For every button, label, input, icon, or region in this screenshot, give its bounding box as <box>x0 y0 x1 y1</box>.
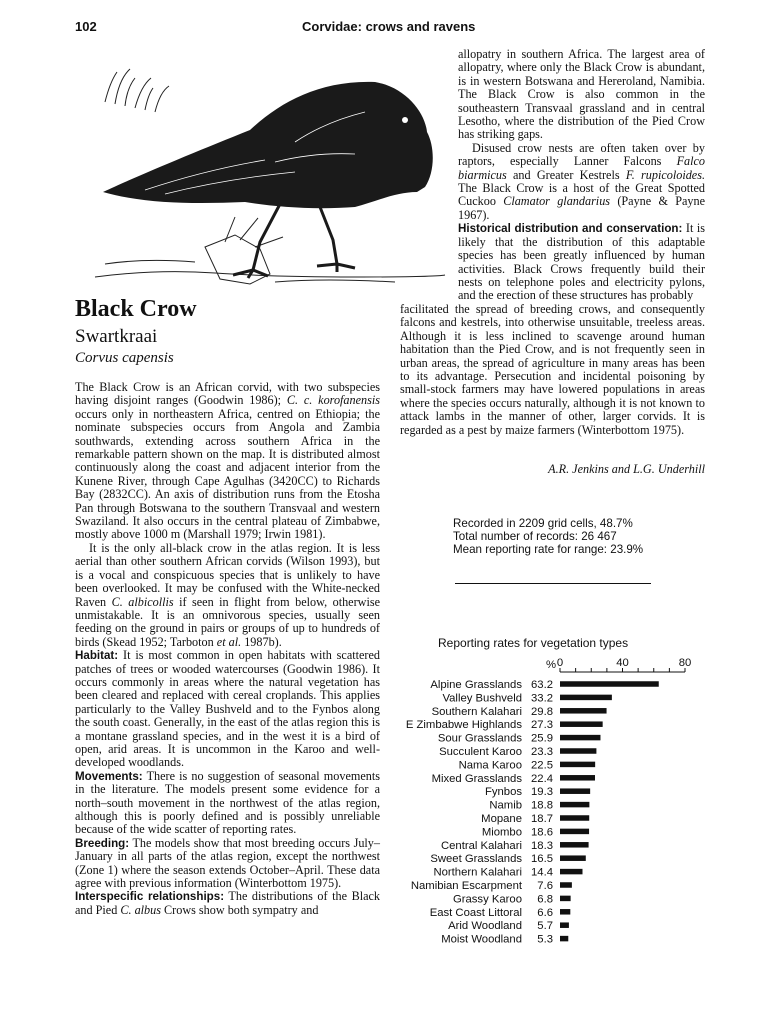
category-label: Namib <box>489 799 522 812</box>
bar <box>560 815 589 821</box>
identification-paragraph: It is the only all-black crow in the atlas region. It is less aerial than other southern African corvids (Wilson 1993), but is a vocal and conspicuous species that is unlikely to have been overlooked. It may be confused with the White-necked Raven C. albicollis if seen in flight from below, otherwise unmistakable. It is an omnivorous species, usually seen feeding on the ground in pairs or groups of up to hundreds of birds (Skead 1952; Tarboton et al. 1987b). <box>75 540 380 649</box>
species-scientific-name: Corvus capensis <box>75 350 174 366</box>
bar <box>560 748 596 754</box>
category-label: East Coast Littoral <box>429 906 522 919</box>
value-label: 14.4 <box>531 866 553 879</box>
x-tick-label: 0 <box>556 657 564 669</box>
page-number: 102 <box>75 19 97 34</box>
value-label: 27.3 <box>531 719 553 732</box>
value-label: 5.3 <box>537 933 553 946</box>
breeding-paragraph: Breeding: The models show that most breeding occurs July–January in all parts of the atlas region, except the northwest (Zone 1) where the season extends October–April. These data agree with previous information (Winterbottom 1975). <box>75 835 380 891</box>
running-title: Corvidae: crows and ravens <box>302 19 476 34</box>
x-tick-label: 80 <box>678 657 692 669</box>
category-label: Arid Woodland <box>448 920 522 933</box>
category-label: Fynbos <box>484 786 522 799</box>
value-label: 18.3 <box>531 839 553 852</box>
bar <box>560 802 589 808</box>
category-label: Moist Woodland <box>441 933 522 946</box>
species-afrikaans-name: Swartkraai <box>75 326 158 347</box>
allopatry-paragraph: allopatry in southern Africa. The largest area of allopatry, where only the Black Crow is abundant, is in western Botswana and Hereroland, Namibia. The Black Crow is also common in the southeastern Transvaal grassland and in central Lesotho, where the distribution of the Pied Crow has striking gaps. <box>458 47 705 142</box>
bar <box>560 775 595 781</box>
x-tick-label: 40 <box>616 657 629 669</box>
divider <box>455 583 651 584</box>
category-label: Northern Kalahari <box>433 866 522 879</box>
axis-unit-label: % <box>545 659 556 671</box>
category-label: Central Kalahari <box>440 839 522 852</box>
category-label: Succulent Karoo <box>439 746 522 758</box>
bar <box>560 909 570 915</box>
black-crow-illustration-icon <box>75 42 455 297</box>
category-label: Mopane <box>481 813 522 825</box>
value-label: 63.2 <box>531 679 553 691</box>
value-label: 16.5 <box>531 853 553 866</box>
category-label: Alpine Grasslands <box>430 679 522 691</box>
interspecific-paragraph: Interspecific relationships: The distributions of the Black and Pied C. albus Crows show both sympatry and <box>75 889 381 917</box>
value-label: 5.7 <box>537 920 553 933</box>
bar <box>560 721 603 727</box>
movements-heading: Movements: <box>75 769 143 783</box>
category-label: Grassy Karoo <box>452 893 522 906</box>
value-label: 6.6 <box>537 906 553 919</box>
bar <box>560 896 571 902</box>
bar <box>560 829 589 835</box>
value-label: 33.2 <box>531 692 553 705</box>
bar <box>560 869 583 875</box>
value-label: 18.6 <box>531 826 553 839</box>
species-common-name: Black Crow <box>75 296 197 322</box>
historical-paragraph: Historical distribution and conservation: It is likely that the distribution of this adaptable species has been greatly influenced by human activities. Black Crows frequently build their nests on telephone poles and electricity pylons, and the erection of these structures has probably <box>458 221 706 303</box>
bar <box>560 855 586 861</box>
habitat-paragraph: Habitat: It is most common in open habitats with scattered patches of trees or wooded watercourses (Goodwin 1986). It occurs commonly in areas where the natural vegetation has been cleared and replaced with cereal croplands. This applies particularly to the Valley Bushveld and to the Fynbos along the south coast. Generally, in the east of the atlas region this is a montane grassland species, and in the west it is a bird of open, arid areas. It is uncommon in the Karoo and well-developed woodlands. <box>75 648 380 770</box>
intro-paragraph: The Black Crow is an African corvid, with two subspecies having disjoint ranges (Goodwin 1986); C. c. korofanensis occurs only in northeastern Africa, centred on Ethiopia; the nominate subspecies occurs from Angola and Zambia southwards, extending across southern Africa in the remarkable pattern shown on the map. It is distributed almost continuously along the coast and adjacent interior from the Kunene River, through Cape Agulhas (3420CC) to Richards Bay (2832CC). An axis of distribution runs from the Etosha Pan through Botswana to the southern Transvaal and western Swaziland. It also occurs in the central plateau of Zimbabwe, mostly above 1000 m (Marshall 1979; Irwin 1981). <box>75 380 380 542</box>
bar <box>560 922 569 928</box>
chart-title: Reporting rates for vegetation types <box>438 636 629 650</box>
stat-recorded: Recorded in 2209 grid cells, 48.7% <box>453 517 633 530</box>
bar <box>560 842 589 848</box>
value-label: 18.7 <box>531 813 553 825</box>
historical-heading: Historical distribution and conservation: <box>458 222 683 236</box>
value-label: 6.8 <box>537 893 553 906</box>
bar <box>560 681 659 687</box>
category-label: Nama Karoo <box>458 759 522 772</box>
bar <box>560 695 612 701</box>
value-label: 23.3 <box>531 746 553 758</box>
right-column-continued: facilitated the spread of breeding crows, and consequently falcons and kestrels, into otherwise unsuitable, treeless areas. Although it is less inclined to scavenge around human habitation than the Pied Crow, and is not frequently seen in urban areas, the spread of agriculture in many areas has been to its advantage. Persecution and incidental poisoning by small-stock farmers may have lowered populations in areas where the species occurs naturally, although it is not known to attack lambs in the manner of other, larger corvids. It is regarded as a pest by maize farmers (Winterbottom 1975). <box>400 302 705 437</box>
value-label: 7.6 <box>537 880 553 892</box>
bar <box>560 762 595 768</box>
movements-paragraph: Movements: There is no suggestion of seasonal movements in the literature. The models present some evidence for a north–south movement in the northwest of the atlas region, although this is poorly defined and is possibly unreliable because of the wide scatter of reporting rates. <box>75 768 380 837</box>
category-label: Southern Kalahari <box>431 705 522 718</box>
stat-total-records: Total number of records: 26 467 <box>453 530 617 543</box>
value-label: 19.3 <box>531 786 553 799</box>
value-label: 22.4 <box>531 772 553 785</box>
bar <box>560 788 590 794</box>
bar <box>560 936 568 942</box>
habitat-heading: Habitat: <box>75 649 119 663</box>
value-label: 25.9 <box>531 732 553 745</box>
right-column-top <box>458 48 705 303</box>
authors: A.R. Jenkins and L.G. Underhill <box>548 462 705 476</box>
vegetation-bar-chart <box>398 652 718 952</box>
category-label: Namibian Escarpment <box>410 880 522 892</box>
category-label: Sour Grasslands <box>437 732 522 745</box>
category-label: Valley Bushveld <box>442 692 522 705</box>
nest-paragraph: Disused crow nests are often taken over by raptors, especially Lanner Falcons Falco biarmicus and Greater Kestrels F. rupicoloides. The Black Crow is a host of the Great Spotted Cuckoo Clamator glandarius (Payne & Payne 1967). <box>458 140 705 222</box>
category-label: Sweet Grasslands <box>430 853 522 866</box>
left-column <box>75 381 380 917</box>
interspecific-heading: Interspecific relationships: <box>75 890 225 904</box>
bar <box>560 708 607 714</box>
breeding-heading: Breeding: <box>75 836 130 850</box>
category-label: E Zimbabwe Highlands <box>405 719 522 732</box>
bar <box>560 882 572 888</box>
bar <box>560 735 600 741</box>
value-label: 22.5 <box>531 759 553 772</box>
category-label: Miombo <box>481 826 522 839</box>
value-label: 29.8 <box>531 705 553 718</box>
category-label: Mixed Grasslands <box>431 772 522 785</box>
stat-mean-reporting-rate: Mean reporting rate for range: 23.9% <box>453 543 644 556</box>
value-label: 18.8 <box>531 799 553 812</box>
